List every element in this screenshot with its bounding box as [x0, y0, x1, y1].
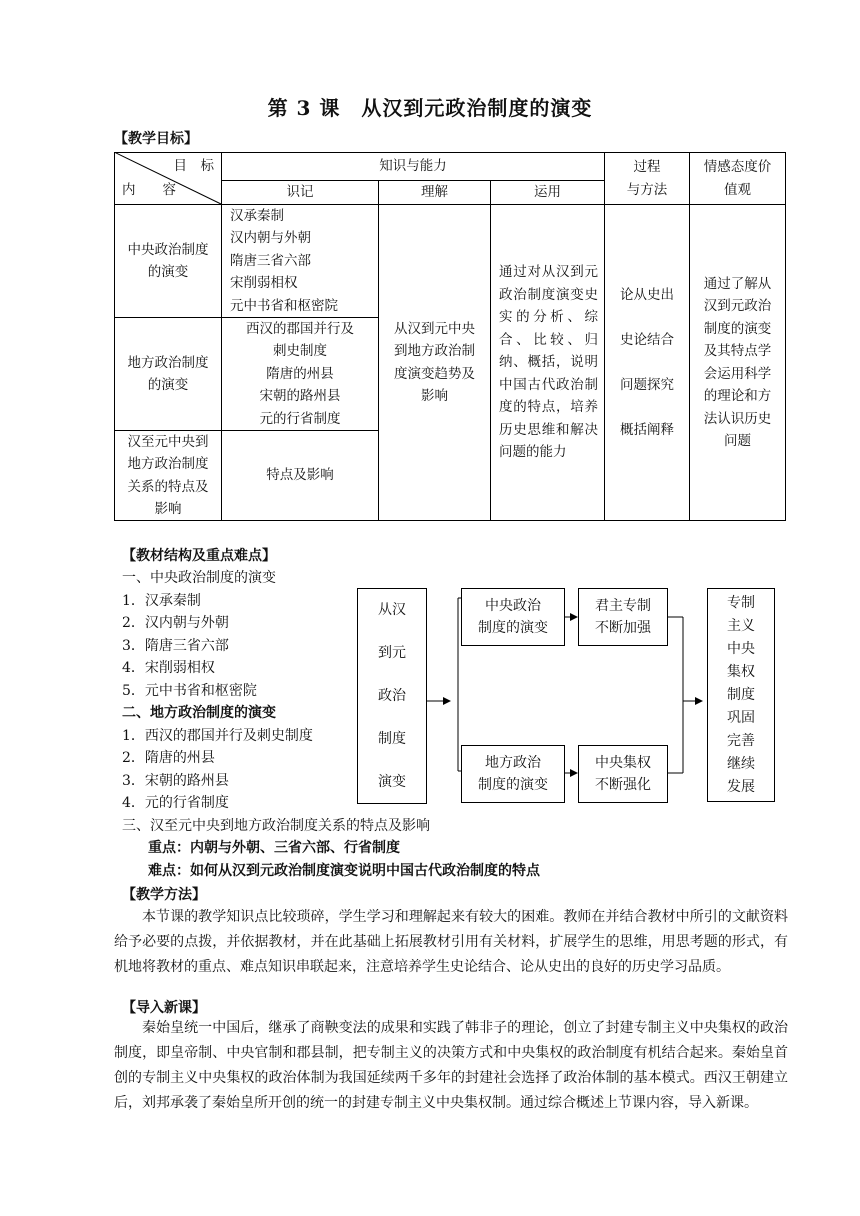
- outline-item: 2．汉内朝与外朝: [122, 615, 229, 631]
- outline-item: 3．宋朝的路州县: [122, 772, 229, 789]
- outline-item: 3．隋唐三省六部: [122, 637, 229, 654]
- outline-item: 5．元中书省和枢密院: [122, 682, 257, 699]
- understand-cell: 从汉到元中央 到地方政治制 度演变趋势及 影响: [394, 320, 475, 404]
- row-label-relation: 汉至元中央到 地方政治制度 关系的特点及 影响: [127, 433, 209, 517]
- header-understand: 理解: [421, 184, 448, 201]
- corner-bottom-label: 内 容: [122, 181, 176, 198]
- diagram-centralization-box: 中央集权 不断强化: [578, 745, 668, 803]
- diagram-local-box: 地方政治 制度的演变: [461, 745, 565, 803]
- key-point: 重点：内朝与外朝、三省六部、行省制度: [148, 840, 400, 856]
- row-recall-local: 西汉的郡国并行及 刺史制度 隋唐的州县 宋朝的路州县 元的行省制度: [246, 320, 354, 427]
- diagram-result-box: 专制 主义 中央 集权 制度 巩固 完善 继续 发展: [707, 588, 775, 802]
- outline-item: 二、地方政治制度的演变: [122, 705, 276, 721]
- outline-item: 4．元的行省制度: [122, 795, 229, 811]
- diagram-central-box: 中央政治 制度的演变: [461, 588, 565, 646]
- diagram-autocracy-box: 君主专制 不断加强: [578, 588, 668, 646]
- row-recall-relation: 特点及影响: [266, 467, 334, 484]
- diagram-start-box: 从汉 到元 政治 制度 演变: [357, 588, 427, 804]
- apply-cell: 通过对从汉到元政治制度演变史实的分析、综合、比较、归纳、概括，说明中国古代政治制度的特点，培养历史思维和解决问题的能力: [499, 264, 598, 461]
- corner-top-label: 目 标: [173, 157, 214, 174]
- difficult-point: 难点：如何从汉到元政治制度演变说明中国古代政治制度的特点: [148, 862, 540, 879]
- row-label-local: 地方政治制度 的演变: [127, 354, 209, 393]
- outline-item: 一、中央政治制度的演变: [122, 570, 276, 586]
- outline-item: 2．隋唐的州县: [122, 750, 215, 766]
- outline-item: 4．宋削弱相权: [122, 660, 215, 676]
- structure-heading: 【教材结构及重点难点】: [122, 548, 276, 564]
- header-recall: 识记: [286, 184, 314, 201]
- row-label-central: 中央政治制度 的演变: [127, 241, 209, 280]
- intro-paragraph: 秦始皇统一中国后，继承了商鞅变法的成果和实践了韩非子的理论，创立了封建专制主义中央集权的政治制度，即皇帝制、中央官制和郡县制，把专制主义的决策方式和中央集权的政治制度有机结合起来。秦始皇首创的专制主义中央集权的政治体制为我国延续两千多年的封建社会选择了政治体制的基本模式。西汉王朝建立后，刘邦承袭了秦始皇所开创的统一的封建专制主义中央集权制。通过综合概述上节课内容，导入新课。: [114, 1020, 788, 1111]
- intro-heading: 【导入新课】: [122, 1000, 206, 1016]
- header-process: 过程 与方法: [626, 159, 668, 198]
- outline-item: 三、汉至元中央到地方政治制度关系的特点及影响: [122, 817, 430, 834]
- emotion-cell: 通过了解从 汉到元政治 制度的演变 及其特点学 会运用科学 的理论和方 法认识历史 问题: [703, 275, 772, 449]
- method-paragraph: 本节课的教学知识点比较琐碎，学生学习和理解起来有较大的困难。教师在并结合教材中所引的文献资料给予必要的点拨，并依据教材，并在此基础上拓展教材引用有关材料，扩展学生的思维，用思考题的形式，有机地将教材的重点、难点知识串联起来，注意培养学生史论结合、论从史出的良好的历史学习品质。: [114, 909, 788, 975]
- header-apply: 运用: [534, 184, 561, 201]
- outline-item: 1．西汉的郡国并行及刺史制度: [122, 727, 313, 744]
- page-title: 第 3 课 从汉到元政治制度的演变: [267, 96, 593, 120]
- objectives-heading: 【教学目标】: [114, 131, 198, 147]
- header-knowledge: 知识与能力: [379, 158, 447, 175]
- process-cell: 论从史出 史论结合 问题探究 概括阐释: [620, 287, 674, 438]
- outline-item: 1．汉承秦制: [122, 592, 201, 609]
- row-recall-central: 汉承秦制 汉内朝与外朝 隋唐三省六部 宋削弱相权 元中书省和枢密院: [230, 207, 338, 314]
- method-heading: 【教学方法】: [122, 887, 206, 903]
- header-emotion: 情感态度价 值观: [703, 159, 772, 198]
